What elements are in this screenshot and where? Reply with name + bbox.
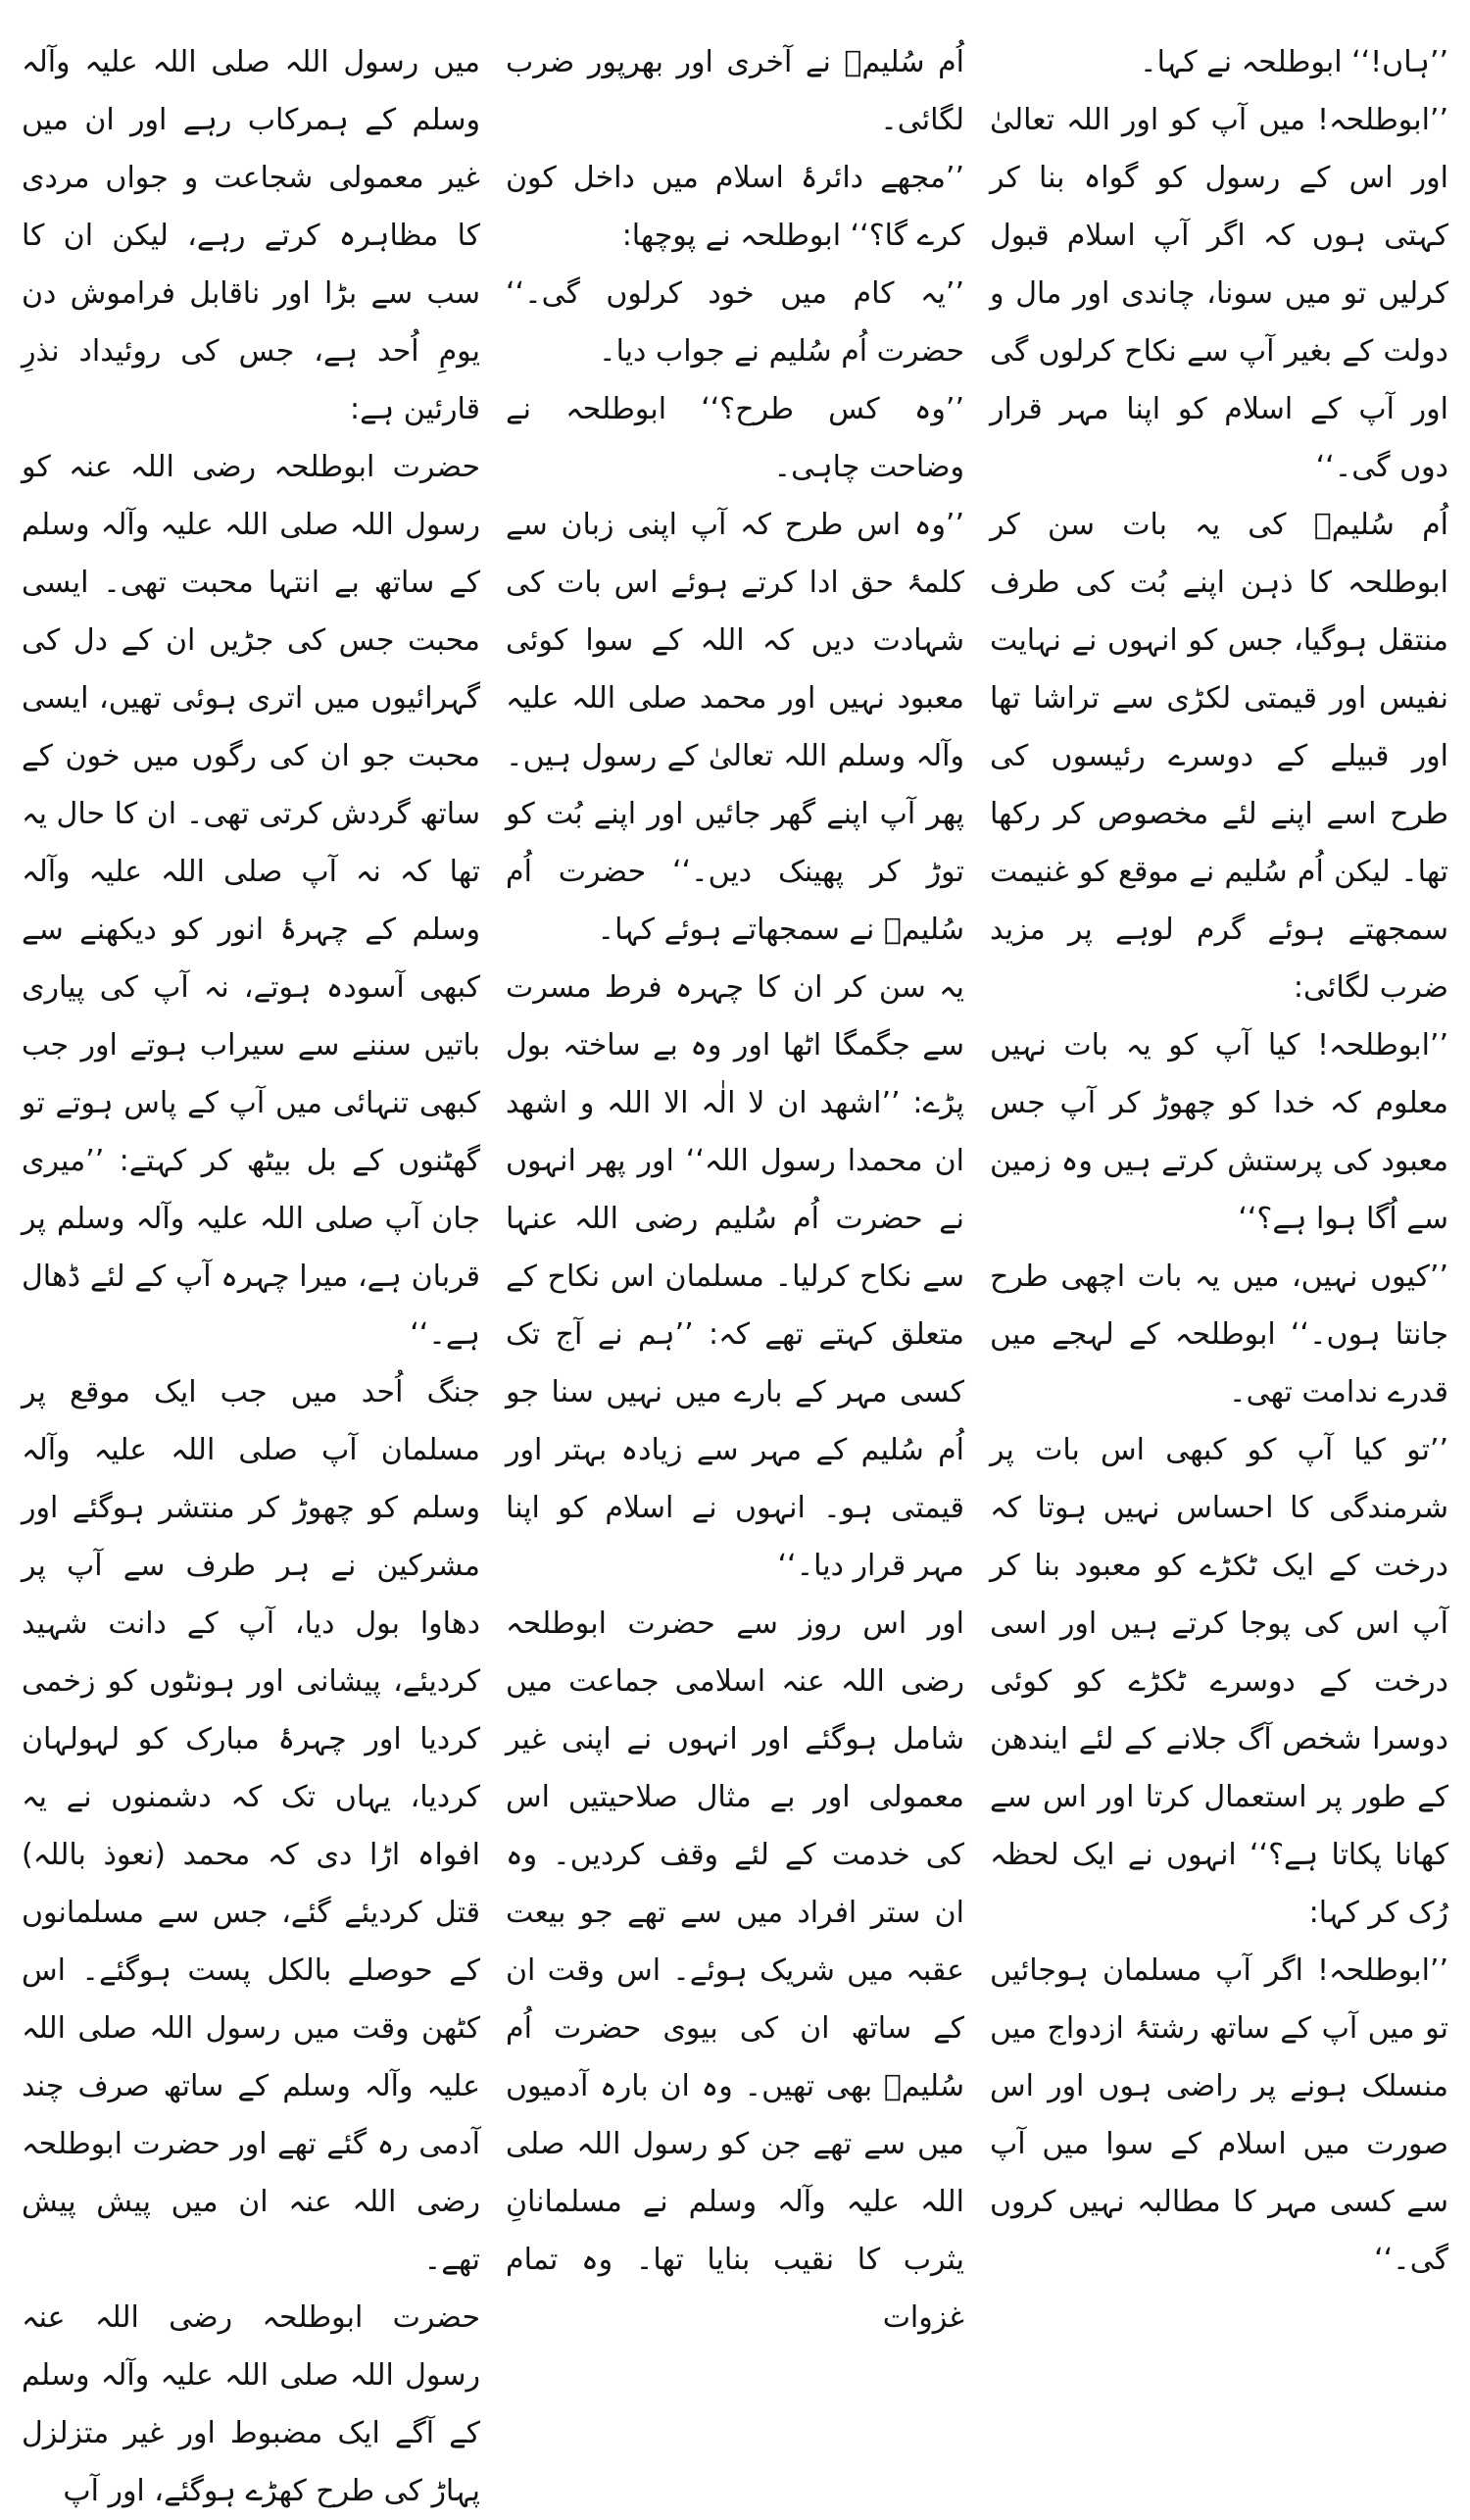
paragraph: جنگ اُحد میں جب ایک موقع پر مسلمان آپ صلی اللہ علیہ وآلہ وسلم کو چھوڑ کر منتشر ہوگئے اور مشرکین نے ہر طرف سے آپ پر دھاوا بول دیا، آپ کے دانت شہید کردیئے، پیشانی اور ہونٹوں کو زخمی کردیا اور چہرۂ مبارک کو لہولہان کردیا، یہاں تک کہ دشمنوں نے یہ افواہ اڑا دی کہ محمد (نعوذ باللہ) قتل کردیئے گئے، جس سے مسلمانوں کے حوصلے بالکل پست ہوگئے۔ اس کٹھن وقت میں رسول اللہ صلی اللہ علیہ وآلہ وسلم کے ساتھ صرف چند آدمی رہ گئے تھے اور حضرت ابوطلحہ رضی اللہ عنہ ان میں پیش پیش تھے۔ — [22, 1375, 480, 2277]
paragraph: ’’ابوطلحہ! میں آپ کو اور اللہ تعالیٰ اور اس کے رسول کو گواہ بنا کر کہتی ہوں کہ اگر آپ اسلام قبول کرلیں تو میں سونا، چاندی اور مال و دولت کے بغیر آپ سے نکاح کرلوں گی اور آپ کے اسلام کو اپنا مہر قرار دوں گی۔‘‘ — [990, 103, 1448, 484]
paragraph: حضرت ابوطلحہ رضی اللہ عنہ کو رسول اللہ صلی اللہ علیہ وآلہ وسلم کے ساتھ بے انتہا محبت تھی۔ ایسی محبت جس کی جڑیں ان کے دل کی گہرائیوں میں اتری ہوئی تھیں، ایسی محبت جو ان کی رگوں میں خون کے ساتھ گردش کرتی تھی۔ ان کا حال یہ تھا کہ نہ آپ صلی اللہ علیہ وآلہ وسلم کے چہرۂ انور کو دیکھنے سے کبھی آسودہ ہوتے، نہ آپ کی پیاری باتیں سننے سے سیراب ہوتے اور جب کبھی تنہائی میں آپ کے پاس ہوتے تو گھٹنوں کے بل بیٹھ کر کہتے: ’’میری جان آپ صلی اللہ علیہ وآلہ وسلم پر قربان ہے، میرا چہرہ آپ کے لئے ڈھال ہے۔‘‘ — [22, 450, 480, 1352]
paragraph: ’’مجھے دائرۂ اسلام میں داخل کون کرے گا؟‘‘ ابوطلحہ نے پوچھا: — [506, 161, 964, 253]
text-column-left — [22, 33, 480, 2508]
paragraph: حضرت ابوطلحہ رضی اللہ عنہ رسول اللہ صلی اللہ علیہ وآلہ وسلم کے آگے ایک مضبوط اور غیر متزلزل پہاڑ کی طرح کھڑے ہوگئے، اور آپ — [22, 2300, 480, 2508]
paragraph: اور اس روز سے حضرت ابوطلحہ رضی اللہ عنہ اسلامی جماعت میں شامل ہوگئے اور انہوں نے اپنی غیر معمولی اور بے مثال صلاحیتیں اس کی خدمت کے لئے وقف کردیں۔ وہ ان ستر افراد میں سے تھے جو بیعت عقبہ میں شریک ہوئے۔ اس وقت ان کے ساتھ ان کی بیوی حضرت اُم سُلیمؓ بھی تھیں۔ وہ ان بارہ آدمیوں میں سے تھے جن کو رسول اللہ صلی اللہ علیہ وآلہ وسلم نے مسلمانانِ یثرب کا نقیب بنایا تھا۔ وہ تمام غزوات — [506, 1606, 964, 2335]
paragraph: ’’کیوں نہیں، میں یہ بات اچھی طرح جانتا ہوں۔‘‘ ابوطلحہ کے لہجے میں قدرے ندامت تھی۔ — [990, 1260, 1448, 1409]
paragraph: ’’تو کیا آپ کو کبھی اس بات پر شرمندگی کا احساس نہیں ہوتا کہ درخت کے ایک ٹکڑے کو معبود بنا کر آپ اس کی پوجا کرتے ہیں اور اسی درخت کے دوسرے ٹکڑے کو کوئی دوسرا شخص آگ جلانے کے لئے ایندھن کے طور پر استعمال کرتا اور اس سے کھانا پکاتا ہے؟‘‘ انہوں نے ایک لحظہ رُک کر کہا: — [990, 1433, 1448, 1930]
paragraph: اُم سُلیمؓ کی یہ بات سن کر ابوطلحہ کا ذہن اپنے بُت کی طرف منتقل ہوگیا، جس کو انہوں نے نہایت نفیس اور قیمتی لکڑی سے تراشا تھا اور قبیلے کے دوسرے رئیسوں کی طرح اسے اپنے لئے مخصوص کر رکھا تھا۔ لیکن اُم سُلیم نے موقع کو غنیمت سمجھتے ہوئے گرم لوہے پر مزید ضرب لگائی: — [990, 508, 1448, 1005]
text-column-right — [990, 33, 1448, 2277]
paragraph: ’’ابوطلحہ! اگر آپ مسلمان ہوجائیں تو میں آپ کے ساتھ رشتۂ ازدواج میں منسلک ہونے پر راضی ہوں اور اس صورت میں اسلام کے سوا میں آپ سے کسی مہر کا مطالبہ نہیں کروں گی۔‘‘ — [990, 1953, 1448, 2277]
paragraph: یہ سن کر ان کا چہرہ فرط مسرت سے جگمگا اٹھا اور وہ بے ساختہ بول پڑے: ’’اشھد ان لا الٰہ الا اللہ و اشھد ان محمدا رسول اللہ‘‘ اور پھر انہوں نے حضرت اُم سُلیم رضی اللہ عنہا سے نکاح کرلیا۔ مسلمان اس نکاح کے متعلق کہتے تھے کہ: ’’ہم نے آج تک کسی مہر کے بارے میں نہیں سنا جو اُم سُلیم کے مہر سے زیادہ بہتر اور قیمتی ہو۔ انہوں نے اسلام کو اپنا مہر قرار دیا۔‘‘ — [506, 970, 964, 1583]
paragraph: ’’وہ اس طرح کہ آپ اپنی زبان سے کلمۂ حق ادا کرتے ہوئے اس بات کی شہادت دیں کہ اللہ کے سوا کوئی معبود نہیں اور محمد صلی اللہ علیہ وآلہ وسلم اللہ تعالیٰ کے رسول ہیں۔ پھر آپ اپنے گھر جائیں اور اپنے بُت کو توڑ کر پھینک دیں۔‘‘ حضرت اُم سُلیمؓ نے سمجھاتے ہوئے کہا۔ — [506, 508, 964, 947]
paragraph: میں رسول اللہ صلی اللہ علیہ وآلہ وسلم کے ہمرکاب رہے اور ان میں غیر معمولی شجاعت و جواں مردی کا مظاہرہ کرتے رہے، لیکن ان کا سب سے بڑا اور ناقابل فراموش دن یومِ اُحد ہے، جس کی روئیداد نذرِ قارئین ہے: — [22, 45, 480, 426]
paragraph: ’’ابوطلحہ! کیا آپ کو یہ بات نہیں معلوم کہ خدا کو چھوڑ کر آپ جس معبود کی پرستش کرتے ہیں وہ زمین سے اُگا ہوا ہے؟‘‘ — [990, 1028, 1448, 1236]
text-column-middle — [506, 33, 964, 2335]
paragraph: ’’یہ کام میں خود کرلوں گی۔‘‘ حضرت اُم سُلیم نے جواب دیا۔ — [506, 276, 964, 369]
paragraph: ’’وہ کس طرح؟‘‘ ابوطلحہ نے وضاحت چاہی۔ — [506, 392, 964, 484]
paragraph: ’’ہاں!‘‘ ابوطلحہ نے کہا۔ — [1140, 45, 1448, 79]
paragraph: اُم سُلیمؓ نے آخری اور بھرپور ضرب لگائی۔ — [506, 45, 964, 137]
